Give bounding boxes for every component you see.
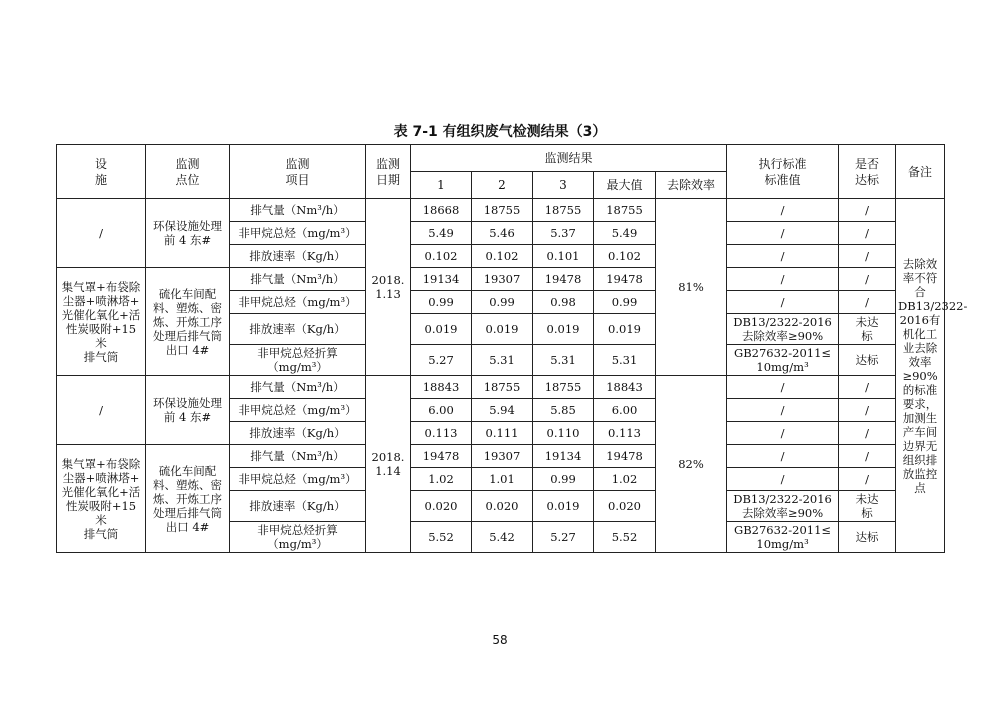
max-value-cell: 18843 bbox=[594, 376, 656, 399]
header-point: 监测 点位 bbox=[146, 145, 230, 199]
removal-efficiency-cell: 82% bbox=[656, 376, 727, 553]
value-cell-1: 6.00 bbox=[411, 399, 472, 422]
value-cell-1: 0.113 bbox=[411, 422, 472, 445]
item-cell: 非甲烷总烃（mg/m³） bbox=[230, 468, 366, 491]
qualified-cell: / bbox=[839, 199, 896, 222]
point-cell: 环保设施处理 前 4 东# bbox=[146, 376, 230, 445]
item-cell: 排放速率（Kg/h） bbox=[230, 314, 366, 345]
page-number: 58 bbox=[492, 633, 508, 647]
qualified-cell: / bbox=[839, 468, 896, 491]
remarks-cell: 去除效率不符合DB13/2322-2016有机化工业去除效率≥90%的标准要求，加测生产车间边界无组织排放监控点 bbox=[896, 199, 945, 553]
results-table bbox=[56, 144, 968, 553]
qualified-cell: 达标 bbox=[839, 522, 896, 553]
value-cell-2: 5.46 bbox=[472, 222, 533, 245]
value-cell-1: 19478 bbox=[411, 445, 472, 468]
max-value-cell: 0.019 bbox=[594, 314, 656, 345]
standard-cell: GB27632-2011≤ 10mg/m³ bbox=[727, 345, 839, 376]
item-cell: 非甲烷总烃折算 （mg/m³） bbox=[230, 345, 366, 376]
header-col-max: 最大值 bbox=[594, 172, 656, 199]
value-cell-3: 5.27 bbox=[533, 522, 594, 553]
table-row bbox=[57, 376, 945, 399]
facility-cell: 集气罩+布袋除 尘器+喷淋塔+ 光催化氧化+活 性炭吸附+15 米 排气筒 bbox=[57, 268, 146, 376]
qualified-cell: / bbox=[839, 399, 896, 422]
value-cell-3: 19134 bbox=[533, 445, 594, 468]
item-cell: 排放速率（Kg/h） bbox=[230, 491, 366, 522]
table-title: 表 7-1 有组织废气检测结果（3） bbox=[393, 124, 607, 140]
value-cell-3: 0.110 bbox=[533, 422, 594, 445]
standard-cell: / bbox=[727, 399, 839, 422]
item-cell: 非甲烷总烃（mg/m³） bbox=[230, 222, 366, 245]
value-cell-1: 5.52 bbox=[411, 522, 472, 553]
qualified-cell: 达标 bbox=[839, 345, 896, 376]
value-cell-1: 0.99 bbox=[411, 291, 472, 314]
item-cell: 排放速率（Kg/h） bbox=[230, 422, 366, 445]
table-row bbox=[57, 445, 945, 468]
max-value-cell: 5.31 bbox=[594, 345, 656, 376]
value-cell-2: 0.102 bbox=[472, 245, 533, 268]
standard-cell: DB13/2322-2016 去除效率≥90% bbox=[727, 491, 839, 522]
header-col-2: 2 bbox=[472, 172, 533, 199]
value-cell-2: 18755 bbox=[472, 199, 533, 222]
value-cell-2: 0.020 bbox=[472, 491, 533, 522]
item-cell: 非甲烷总烃（mg/m³） bbox=[230, 291, 366, 314]
point-cell: 硫化车间配 料、塑炼、密 炼、开炼工序 处理后排气筒 出口 4# bbox=[146, 268, 230, 376]
value-cell-2: 5.94 bbox=[472, 399, 533, 422]
qualified-cell: / bbox=[839, 376, 896, 399]
value-cell-1: 0.019 bbox=[411, 314, 472, 345]
standard-cell: / bbox=[727, 268, 839, 291]
max-value-cell: 5.52 bbox=[594, 522, 656, 553]
standard-cell: / bbox=[727, 245, 839, 268]
value-cell-2: 0.111 bbox=[472, 422, 533, 445]
max-value-cell: 1.02 bbox=[594, 468, 656, 491]
value-cell-1: 5.27 bbox=[411, 345, 472, 376]
date-cell: 2018. 1.14 bbox=[366, 376, 411, 553]
standard-cell: / bbox=[727, 468, 839, 491]
table-body bbox=[57, 145, 968, 553]
max-value-cell: 5.49 bbox=[594, 222, 656, 245]
header-qualified: 是否 达标 bbox=[839, 145, 896, 199]
value-cell-3: 18755 bbox=[533, 199, 594, 222]
max-value-cell: 19478 bbox=[594, 445, 656, 468]
value-cell-3: 0.99 bbox=[533, 468, 594, 491]
qualified-cell: / bbox=[839, 268, 896, 291]
qualified-cell: / bbox=[839, 422, 896, 445]
value-cell-1: 5.49 bbox=[411, 222, 472, 245]
value-cell-3: 18755 bbox=[533, 376, 594, 399]
header-item: 监测 项目 bbox=[230, 145, 366, 199]
value-cell-1: 1.02 bbox=[411, 468, 472, 491]
point-cell: 环保设施处理 前 4 东# bbox=[146, 199, 230, 268]
value-cell-1: 0.020 bbox=[411, 491, 472, 522]
standard-cell: / bbox=[727, 291, 839, 314]
qualified-cell: / bbox=[839, 445, 896, 468]
item-cell: 非甲烷总烃折算 （mg/m³） bbox=[230, 522, 366, 553]
value-cell-2: 18755 bbox=[472, 376, 533, 399]
value-cell-2: 5.31 bbox=[472, 345, 533, 376]
facility-cell: 集气罩+布袋除 尘器+喷淋塔+ 光催化氧化+活 性炭吸附+15 米 排气筒 bbox=[57, 445, 146, 553]
value-cell-3: 0.98 bbox=[533, 291, 594, 314]
max-value-cell: 19478 bbox=[594, 268, 656, 291]
header-standard: 执行标准 标准值 bbox=[727, 145, 839, 199]
value-cell-3: 5.85 bbox=[533, 399, 594, 422]
qualified-cell: 未达 标 bbox=[839, 314, 896, 345]
value-cell-3: 0.019 bbox=[533, 314, 594, 345]
qualified-cell: / bbox=[839, 245, 896, 268]
standard-cell: / bbox=[727, 422, 839, 445]
item-cell: 排气量（Nm³/h） bbox=[230, 199, 366, 222]
standard-cell: / bbox=[727, 445, 839, 468]
facility-cell: / bbox=[57, 376, 146, 445]
item-cell: 排气量（Nm³/h） bbox=[230, 376, 366, 399]
value-cell-1: 19134 bbox=[411, 268, 472, 291]
standard-cell: GB27632-2011≤ 10mg/m³ bbox=[727, 522, 839, 553]
qualified-cell: 未达 标 bbox=[839, 491, 896, 522]
value-cell-1: 18843 bbox=[411, 376, 472, 399]
max-value-cell: 6.00 bbox=[594, 399, 656, 422]
max-value-cell: 0.99 bbox=[594, 291, 656, 314]
header-col-1: 1 bbox=[411, 172, 472, 199]
header-results: 监测结果 bbox=[411, 145, 727, 172]
value-cell-3: 0.019 bbox=[533, 491, 594, 522]
value-cell-2: 5.42 bbox=[472, 522, 533, 553]
value-cell-2: 0.99 bbox=[472, 291, 533, 314]
header-col-3: 3 bbox=[533, 172, 594, 199]
removal-efficiency-cell: 81% bbox=[656, 199, 727, 376]
max-value-cell: 0.102 bbox=[594, 245, 656, 268]
item-cell: 非甲烷总烃（mg/m³） bbox=[230, 399, 366, 422]
value-cell-2: 0.019 bbox=[472, 314, 533, 345]
value-cell-1: 0.102 bbox=[411, 245, 472, 268]
table-row bbox=[57, 199, 945, 222]
value-cell-3: 19478 bbox=[533, 268, 594, 291]
header-facility: 设 施 bbox=[57, 145, 146, 199]
value-cell-3: 5.31 bbox=[533, 345, 594, 376]
max-value-cell: 0.020 bbox=[594, 491, 656, 522]
value-cell-2: 19307 bbox=[472, 268, 533, 291]
item-cell: 排放速率（Kg/h） bbox=[230, 245, 366, 268]
value-cell-1: 18668 bbox=[411, 199, 472, 222]
table-row bbox=[57, 268, 945, 291]
date-cell: 2018. 1.13 bbox=[366, 199, 411, 376]
point-cell: 硫化车间配 料、塑炼、密 炼、开炼工序 处理后排气筒 出口 4# bbox=[146, 445, 230, 553]
standard-cell: / bbox=[727, 376, 839, 399]
value-cell-2: 19307 bbox=[472, 445, 533, 468]
item-cell: 排气量（Nm³/h） bbox=[230, 445, 366, 468]
value-cell-3: 5.37 bbox=[533, 222, 594, 245]
qualified-cell: / bbox=[839, 222, 896, 245]
max-value-cell: 18755 bbox=[594, 199, 656, 222]
standard-cell: / bbox=[727, 222, 839, 245]
value-cell-2: 1.01 bbox=[472, 468, 533, 491]
qualified-cell: / bbox=[839, 291, 896, 314]
header-col-removal: 去除效率 bbox=[656, 172, 727, 199]
header-row bbox=[57, 145, 945, 172]
value-cell-3: 0.101 bbox=[533, 245, 594, 268]
header-date: 监测 日期 bbox=[366, 145, 411, 199]
facility-cell: / bbox=[57, 199, 146, 268]
max-value-cell: 0.113 bbox=[594, 422, 656, 445]
item-cell: 排气量（Nm³/h） bbox=[230, 268, 366, 291]
standard-cell: DB13/2322-2016 去除效率≥90% bbox=[727, 314, 839, 345]
header-remarks: 备注 bbox=[896, 145, 945, 199]
standard-cell: / bbox=[727, 199, 839, 222]
